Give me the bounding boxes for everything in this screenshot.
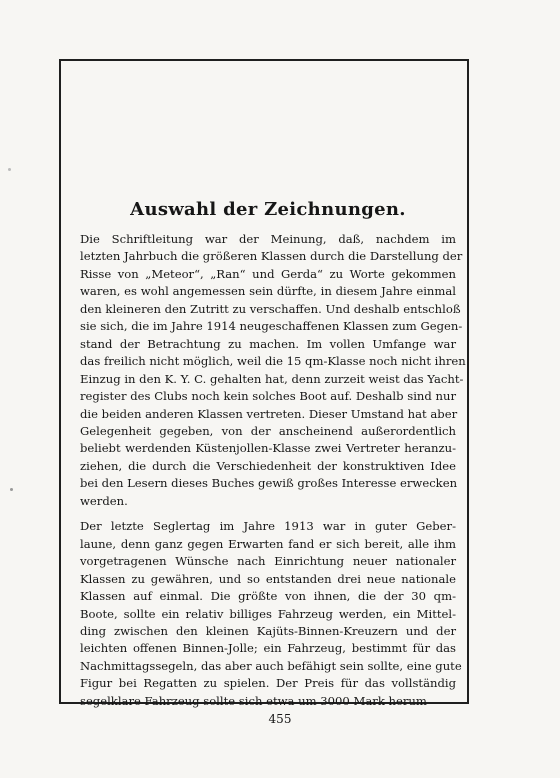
text-line: werden. — [80, 493, 128, 508]
text-line: register des Clubs noch kein solches Boot auf. Deshalb sind nur — [80, 389, 456, 404]
text-line: Klassen auf einmal. Die größte von ihnen, die der 30 qm- — [80, 589, 456, 604]
text-line: Boote, sollte ein relativ billiges Fahrzeug werden, ein Mittel- — [80, 606, 456, 621]
text-line: Der letzte Seglertag im Jahre 1913 war in guter Geber- — [80, 519, 456, 534]
text-line: waren, es wohl angemessen sein dürfte, in diesem Jahre einmal — [80, 284, 456, 299]
text-line: die beiden anderen Klassen vertreten. Dieser Umstand hat aber — [80, 406, 458, 421]
text-line: Einzug in den K. Y. C. gehalten hat, denn zurzeit weist das Yacht- — [80, 371, 464, 386]
text-line: Risse von „Meteor“, „Ran“ und Gerda“ zu Worte gekommen — [80, 266, 456, 281]
page-content — [80, 198, 466, 710]
text-line: stand der Betrachtung zu machen. Im vollen Umfange war — [80, 336, 456, 351]
section-heading: Auswahl der Zeichnungen. — [130, 199, 406, 220]
scan-speck — [8, 168, 11, 171]
scan-speck — [10, 488, 13, 491]
text-line: bei den Lesern dieses Buches gewiß großes Interesse erwecken — [80, 476, 458, 491]
text-line: beliebt werdenden Küstenjollen-Klasse zwei Vertreter heranzu- — [80, 441, 456, 456]
text-line: Die Schriftleitung war der Meinung, daß, nachdem im — [80, 232, 456, 246]
text-line: vorgetragenen Wünsche nach Einrichtung neuer nationaler — [80, 554, 456, 569]
text-line: das freilich nicht möglich, weil die 15 qm-Klasse noch nicht ihren — [80, 354, 466, 369]
text-line: Figur bei Regatten zu spielen. Der Preis für das vollständig — [80, 676, 456, 691]
text-line: Klassen zu gewähren, und so entstanden drei neue nationale — [80, 571, 456, 586]
text-line: leichten offenen Binnen-Jolle; ein Fahrzeug, bestimmt für das — [80, 641, 456, 656]
paragraph-1 — [80, 231, 466, 510]
text-line: laune, denn ganz gegen Erwarten fand er sich bereit, alle ihm — [80, 536, 456, 551]
text-line: segelklare Fahrzeug sollte sich etwa um 3000 Mark herum — [80, 693, 427, 708]
text-line: Gelegenheit gegeben, von der anscheinend außerordentlich — [80, 423, 456, 438]
paragraph-2 — [80, 518, 462, 710]
page-number: 455 — [268, 712, 292, 726]
text-line: Nachmittagssegeln, das aber auch befähigt sein sollte, eine gute — [80, 658, 462, 673]
text-line: ding zwischen den kleinen Kajüts-Binnen-Kreuzern und der — [80, 623, 456, 638]
text-line: ziehen, die durch die Verschiedenheit der konstruktiven Idee — [80, 458, 456, 473]
text-line: den kleineren den Zutritt zu verschaffen. Und deshalb entschloß — [80, 301, 461, 316]
text-line: letzten Jahrbuch die größeren Klassen durch die Darstellung der — [80, 249, 463, 264]
text-line: sie sich, die im Jahre 1914 neugeschaffenen Klassen zum Gegen- — [80, 319, 463, 334]
